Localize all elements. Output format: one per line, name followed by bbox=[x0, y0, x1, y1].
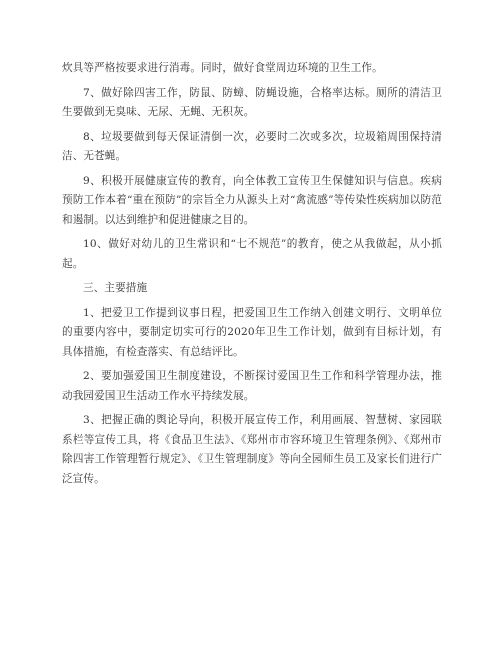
paragraph-measure-3-publicity: 3、把握正确的舆论导向，积极开展宣传工作，利用画展、智慧树、家园联系栏等宣传工具，将《食品卫生法》、《郑州市市容环境卫生管理条例》、《郑州市除四害工作管理暂行规定》、《卫生管理制度》等向全园师生员工及家长们进行广泛宣传。 bbox=[62, 414, 442, 485]
paragraph-measure-2-system: 2、要加强爱国卫生制度建设，不断探讨爱国卫生工作和科学管理办法，推动我园爱国卫生活动工作水平持续发展。 bbox=[62, 370, 442, 402]
paragraph-measure-1-agenda: 1、把爱卫工作提到议事日程，把爱国卫生工作纳入创建文明行、文明单位的重要内容中，要制定切实可行的2020年卫生工作计划，做到有目标计划，有具体措施，有检查落实、有总结评比。 bbox=[62, 306, 442, 358]
paragraph-dining-disinfection: 炊具等严格按要求进行消毒。同时，做好食堂周边环境的卫生工作。 bbox=[62, 62, 383, 74]
paragraph-item-9-health-education: 9、积极开展健康宣传的教育，向全体教工宣传卫生保健知识与信息。疾病预防工作本着“重在预防”的宗旨全力从源头上对“禽流感”等传染性疾病加以防范和遏制。以达到维护和促进健康之目的。 bbox=[62, 174, 442, 226]
paragraph-item-10-child-hygiene: 10、做好对幼儿的卫生常识和“七不规范”的教育，使之从我做起，从小抓起。 bbox=[62, 238, 442, 270]
section-heading-main-measures: 三、主要措施 bbox=[83, 282, 148, 294]
paragraph-item-8-garbage: 8、垃圾要做到每天保证清倒一次，必要时二次或多次，垃圾箱周围保持清洁、无苍蝇。 bbox=[62, 130, 442, 162]
document-body bbox=[62, 59, 442, 494]
paragraph-item-7-pest-control: 7、做好除四害工作，防鼠、防蟑、防蝇设施，合格率达标。厕所的清洁卫生要做到无臭味、无尿、无蝇、无积灰。 bbox=[62, 86, 442, 118]
